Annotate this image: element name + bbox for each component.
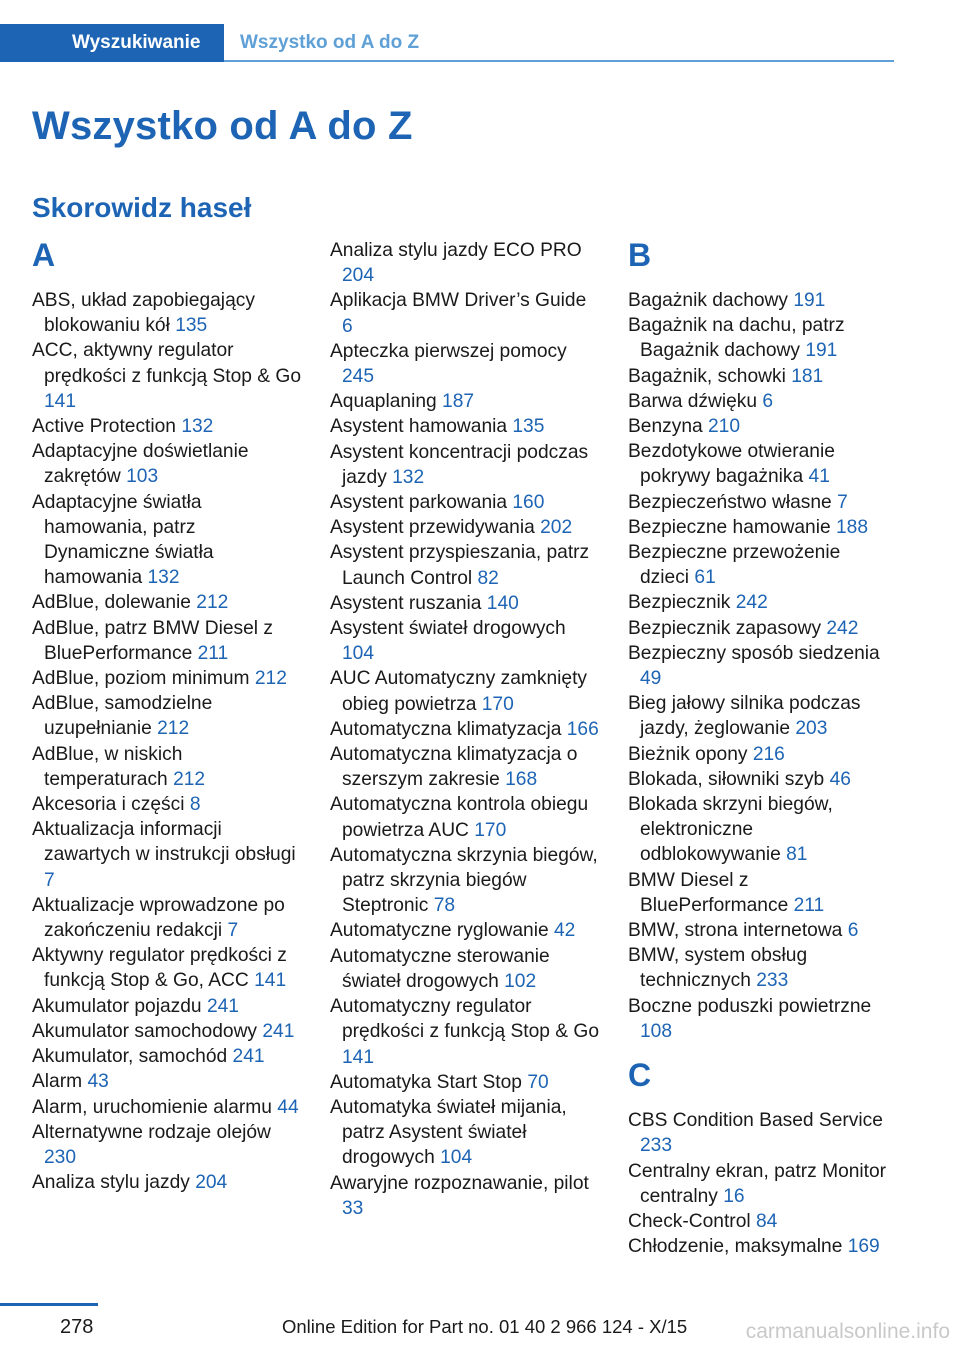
index-entry bbox=[330, 944, 602, 994]
index-page-link[interactable]: 132 bbox=[392, 466, 425, 488]
index-entry bbox=[330, 843, 602, 919]
index-entry bbox=[628, 943, 894, 993]
index-page-link[interactable]: 168 bbox=[505, 769, 538, 791]
index-entry bbox=[330, 339, 602, 389]
index-entry bbox=[32, 666, 304, 691]
index-entry-text: Bagażnik na dachu, patrz Bagażnik dachowy bbox=[628, 315, 845, 362]
page-title: Wszystko od A do Z bbox=[32, 104, 413, 148]
index-page-link[interactable]: 241 bbox=[262, 1020, 295, 1042]
index-page-link[interactable]: 141 bbox=[342, 1046, 375, 1068]
index-page-link[interactable]: 102 bbox=[504, 970, 537, 992]
index-page-link[interactable]: 103 bbox=[126, 466, 159, 488]
index-page-link[interactable]: 211 bbox=[197, 642, 229, 664]
index-page-link[interactable]: 210 bbox=[708, 416, 741, 438]
index-page-link[interactable]: 191 bbox=[805, 340, 838, 362]
index-entry-text: Alarm bbox=[32, 1071, 83, 1093]
index-page-link[interactable]: 104 bbox=[342, 643, 375, 665]
footer-accent-line bbox=[0, 1303, 98, 1306]
index-page-link[interactable]: 82 bbox=[477, 567, 499, 589]
index-entry-text: Bezpiecznik bbox=[628, 592, 731, 614]
index-entry bbox=[32, 817, 304, 893]
index-column-1 bbox=[32, 238, 304, 1195]
index-entry bbox=[330, 1070, 602, 1095]
index-page-link[interactable]: 160 bbox=[512, 492, 545, 514]
index-entry bbox=[32, 439, 304, 489]
index-entry-text: CBS Condition Based Service bbox=[628, 1110, 883, 1132]
index-page-link[interactable]: 7 bbox=[44, 869, 55, 891]
index-page-link[interactable]: 8 bbox=[189, 794, 201, 816]
index-page-link[interactable]: 33 bbox=[342, 1197, 364, 1219]
index-entry bbox=[32, 1095, 304, 1120]
index-entry-text: Asystent świateł drogowych bbox=[330, 618, 566, 640]
index-entry-text: Alarm, uruchomienie alarmu bbox=[32, 1096, 272, 1118]
index-entry-text: Akumulator samochodowy bbox=[32, 1020, 258, 1042]
index-entry-text: Akumulator, samochód bbox=[32, 1046, 228, 1068]
index-entry bbox=[628, 767, 894, 792]
index-entry-text: Bezdotykowe otwieranie pokrywy bagażnika bbox=[628, 441, 835, 488]
index-entry-text: Automatyczna klimatyzacja bbox=[330, 718, 562, 740]
header-bar bbox=[0, 24, 960, 62]
index-entry-text: AdBlue, samodzielne uzupełnianie bbox=[32, 693, 213, 740]
index-page-link[interactable]: 204 bbox=[195, 1172, 228, 1194]
index-entry bbox=[628, 1209, 894, 1234]
index-entry-text: Aplikacja BMW Driver’s Guide bbox=[330, 290, 587, 312]
index-entry-text: Bezpieczne przewożenie dzieci bbox=[628, 542, 841, 589]
index-entry-text: Aktywny regulator prędkości z funkcją Stop & Go, ACC bbox=[32, 945, 287, 992]
index-page-link[interactable]: 6 bbox=[762, 390, 774, 412]
index-page-link[interactable]: 170 bbox=[481, 693, 514, 715]
index-entry bbox=[628, 1234, 894, 1259]
index-entry bbox=[628, 313, 894, 363]
index-page-link[interactable]: 81 bbox=[786, 844, 808, 866]
index-column-3 bbox=[628, 238, 894, 1259]
index-page-link[interactable]: 241 bbox=[232, 1046, 265, 1068]
index-page-link[interactable]: 188 bbox=[836, 516, 869, 538]
index-entry-text: AdBlue, w niskich temperaturach bbox=[32, 743, 183, 790]
index-entry bbox=[628, 994, 894, 1044]
index-page-link[interactable]: 230 bbox=[44, 1146, 77, 1168]
index-page-link[interactable]: 170 bbox=[474, 819, 507, 841]
index-entry bbox=[330, 666, 602, 716]
index-entry-text: Bezpieczeństwo własne bbox=[628, 491, 832, 513]
index-entry-text: Automatyka Start Stop bbox=[330, 1071, 522, 1093]
index-page-link[interactable]: 233 bbox=[756, 970, 789, 992]
index-entry bbox=[628, 918, 894, 943]
index-entry-text: Aktualizacje wprowadzone po zakończeniu redakcji bbox=[32, 894, 285, 942]
index-entry bbox=[330, 1171, 602, 1221]
index-page-link[interactable]: 44 bbox=[277, 1096, 299, 1118]
index-entry-text: Bezpieczny sposób siedzenia bbox=[628, 642, 880, 664]
edition-note: Online Edition for Part no. 01 40 2 966 124 - X/15 bbox=[282, 1316, 688, 1337]
index-entry-text: Apteczka pierwszej pomocy bbox=[330, 340, 567, 362]
index-entry bbox=[32, 490, 304, 591]
index-entry-text: Active Protection bbox=[32, 416, 176, 438]
index-page-link[interactable]: 211 bbox=[793, 894, 825, 916]
index-entry bbox=[330, 792, 602, 842]
index-entry bbox=[330, 1095, 602, 1171]
index-page-link[interactable]: 141 bbox=[254, 970, 287, 992]
index-page-link[interactable]: 70 bbox=[527, 1071, 549, 1093]
index-entry bbox=[330, 591, 602, 616]
index-page-link[interactable]: 78 bbox=[433, 895, 456, 917]
index-page-link[interactable]: 166 bbox=[566, 718, 599, 740]
index-entry-text: Asystent przyspieszania, patrz Launch Control bbox=[330, 542, 590, 589]
index-entry-text: Automatyczna klimatyzacja o szerszym zakresie bbox=[330, 744, 578, 791]
index-entry-text: Blokada skrzyni biegów, elektroniczne odblokowywanie bbox=[628, 794, 833, 866]
index-page-link[interactable]: 241 bbox=[206, 995, 239, 1017]
index-entry-text: Akcesoria i części bbox=[32, 794, 185, 816]
index-entry-text: BMW, strona internetowa bbox=[628, 920, 843, 942]
index-letter-heading: C bbox=[628, 1057, 652, 1094]
index-page-link[interactable]: 212 bbox=[173, 768, 206, 790]
watermark: carmanualsonline.info bbox=[745, 1320, 950, 1343]
index-entry bbox=[628, 742, 894, 767]
index-entry bbox=[330, 440, 602, 490]
index-entry-text: Asystent przewidywania bbox=[330, 517, 535, 539]
index-entry-text: Bagażnik dachowy bbox=[628, 290, 788, 311]
index-entry bbox=[32, 414, 304, 439]
index-entry bbox=[32, 1120, 304, 1170]
index-entry bbox=[32, 1069, 304, 1094]
index-letter-heading: B bbox=[628, 237, 652, 273]
index-entry bbox=[330, 515, 602, 540]
index-entry bbox=[330, 414, 602, 439]
index-entry-text: Alternatywne rodzaje olejów bbox=[32, 1121, 271, 1143]
index-entry-text: BMW Diesel z BluePerformance bbox=[628, 869, 789, 916]
index-page-link[interactable]: 181 bbox=[791, 365, 824, 387]
index-entry bbox=[330, 918, 602, 943]
index-page-link[interactable]: 212 bbox=[157, 718, 190, 740]
index-entry bbox=[32, 742, 304, 792]
index-entry-text: Check-Control bbox=[628, 1210, 751, 1232]
index-entry-text: Akumulator pojazdu bbox=[32, 995, 202, 1017]
index-page-link[interactable]: 191 bbox=[793, 290, 826, 311]
index-entry-text: Asystent ruszania bbox=[330, 592, 482, 614]
index-page-link[interactable]: 140 bbox=[486, 592, 519, 614]
index-page-link[interactable]: 41 bbox=[808, 466, 830, 488]
index-page-link[interactable]: 212 bbox=[254, 668, 287, 690]
index-page-link[interactable]: 202 bbox=[540, 517, 573, 539]
index-entry bbox=[628, 540, 894, 590]
index-entry-text: Analiza stylu jazdy ECO PRO bbox=[330, 240, 582, 261]
index-entry-text: AdBlue, patrz BMW Diesel z BluePerformance bbox=[32, 617, 273, 664]
index-entry-text: AdBlue, poziom minimum bbox=[32, 668, 250, 690]
index-entry bbox=[32, 943, 304, 993]
index-entry bbox=[628, 364, 894, 389]
index-page-link[interactable]: 108 bbox=[640, 1020, 673, 1042]
index-page-link[interactable]: 212 bbox=[196, 592, 229, 614]
index-entry-text: Aktualizacja informacji zawartych w instrukcji obsługi bbox=[32, 819, 296, 866]
index-entry bbox=[32, 691, 304, 741]
index-page-link[interactable]: 132 bbox=[147, 567, 180, 589]
index-page-link[interactable]: 16 bbox=[723, 1185, 745, 1207]
index-entry bbox=[628, 616, 894, 641]
index-entry bbox=[32, 1019, 304, 1044]
index-entry-text: Boczne poduszki powietrzne bbox=[628, 995, 872, 1017]
section-subtitle: Skorowidz haseł bbox=[32, 192, 252, 223]
index-entry-text: Aquaplaning bbox=[330, 391, 437, 413]
index-entry bbox=[628, 288, 894, 313]
index-entry bbox=[330, 389, 602, 414]
index-page-link[interactable]: 135 bbox=[175, 315, 208, 337]
index-entry bbox=[628, 691, 894, 741]
index-entry bbox=[330, 717, 602, 742]
index-entry-text: Barwa dźwięku bbox=[628, 390, 758, 412]
index-entry-text: Blokada, siłowniki szyb bbox=[628, 768, 825, 790]
index-page-link[interactable]: 203 bbox=[795, 718, 828, 740]
index-page-link[interactable]: 84 bbox=[755, 1210, 778, 1232]
index-entry bbox=[628, 490, 894, 515]
index-page-link[interactable]: 104 bbox=[440, 1147, 473, 1169]
index-page-link[interactable]: 46 bbox=[829, 768, 851, 790]
index-entry bbox=[628, 792, 894, 868]
index-entry-text: Automatyczne ryglowanie bbox=[330, 920, 549, 942]
index-entry bbox=[628, 868, 894, 918]
page-number: 278 bbox=[60, 1316, 94, 1338]
index-entry bbox=[628, 1159, 894, 1209]
index-entry bbox=[330, 238, 602, 288]
index-page-link[interactable]: 141 bbox=[44, 390, 77, 412]
index-entry bbox=[628, 439, 894, 489]
index-page-link[interactable]: 135 bbox=[512, 416, 545, 438]
index-entry-text: Bezpiecznik zapasowy bbox=[628, 617, 822, 639]
index-entry-text: Analiza stylu jazdy bbox=[32, 1172, 190, 1194]
index-entry-text: Asystent hamowania bbox=[330, 416, 508, 438]
index-entry-text: Automatyczna kontrola obiegu powietrza AUC bbox=[330, 794, 589, 841]
index-entry-text: Automatyczna skrzynia biegów, patrz skrzynia biegów Steptronic bbox=[330, 844, 598, 917]
index-page-link[interactable]: 7 bbox=[227, 920, 239, 942]
index-entry bbox=[628, 590, 894, 615]
index-entry-text: Asystent parkowania bbox=[330, 492, 508, 514]
index-entry-text: AdBlue, dolewanie bbox=[32, 592, 191, 614]
index-entry-text: ACC, aktywny regulator prędkości z funkcją Stop & Go bbox=[32, 340, 302, 387]
index-entry-text: Adaptacyjne światła hamowania, patrz Dynamiczne światła hamowania bbox=[32, 491, 214, 589]
index-page-link[interactable]: 132 bbox=[181, 416, 214, 438]
index-entry bbox=[32, 994, 304, 1019]
index-entry-text: AUC Automatyczny zamknięty obieg powietrza bbox=[330, 668, 587, 715]
index-entry bbox=[330, 994, 602, 1070]
index-entry bbox=[628, 1108, 894, 1158]
index-entry-text: Automatyczny regulator prędkości z funkcją Stop & Go bbox=[330, 996, 600, 1043]
index-entry-text: Adaptacyjne doświetlanie zakrętów bbox=[32, 441, 249, 488]
index-page-link[interactable]: 49 bbox=[640, 668, 662, 690]
index-entry-text: Bezpieczne hamowanie bbox=[628, 516, 831, 538]
index-entry bbox=[32, 288, 304, 338]
index-entry-text: Benzyna bbox=[628, 416, 703, 438]
index-entry bbox=[330, 742, 602, 792]
index-entry bbox=[330, 616, 602, 666]
index-entry-text: Centralny ekran, patrz Monitor centralny bbox=[628, 1160, 887, 1207]
index-entry bbox=[628, 515, 894, 540]
index-page-link[interactable]: 6 bbox=[847, 920, 859, 942]
index-page-link[interactable]: 233 bbox=[640, 1135, 673, 1157]
index-page-link[interactable]: 245 bbox=[342, 366, 375, 388]
index-entry-text: Asystent koncentracji podczas jazdy bbox=[330, 441, 589, 488]
index-entry bbox=[32, 616, 304, 666]
index-page-link[interactable]: 43 bbox=[87, 1071, 109, 1093]
index-entry bbox=[628, 641, 894, 691]
index-page-link[interactable]: 187 bbox=[442, 391, 475, 413]
index-entry bbox=[32, 792, 304, 817]
index-entry bbox=[330, 288, 602, 338]
index-entry-text: Awaryjne rozpoznawanie, pilot bbox=[330, 1172, 589, 1194]
index-entry-text: Automatyka świateł mijania, patrz Asystent świateł drogowych bbox=[330, 1096, 567, 1169]
index-column-2 bbox=[330, 238, 602, 1221]
index-entry-text: Automatyczne sterowanie świateł drogowych bbox=[330, 945, 550, 992]
index-page-link[interactable]: 7 bbox=[837, 491, 848, 513]
index-page-link[interactable]: 6 bbox=[342, 315, 353, 337]
index-page-link[interactable]: 42 bbox=[553, 920, 576, 942]
index-letter-heading: A bbox=[32, 237, 56, 273]
index-entry-text: Bieg jałowy silnika podczas jazdy, żeglowanie bbox=[628, 693, 861, 740]
index-page-link[interactable]: 216 bbox=[752, 743, 785, 765]
index-page-link[interactable]: 242 bbox=[826, 617, 859, 639]
index-page-link[interactable]: 169 bbox=[847, 1236, 880, 1258]
index-entry bbox=[32, 893, 304, 943]
index-entry bbox=[32, 1170, 304, 1195]
index-page-link[interactable]: 61 bbox=[694, 567, 716, 589]
index-entry-text: Chłodzenie, maksymalne bbox=[628, 1236, 843, 1258]
index-entry bbox=[32, 338, 304, 414]
index-page-link[interactable]: 242 bbox=[735, 592, 768, 614]
index-entry bbox=[32, 1044, 304, 1069]
index-entry-text: ABS, układ zapobiegający blokowaniu kół bbox=[32, 290, 255, 337]
index-entry bbox=[32, 590, 304, 615]
index-entry bbox=[628, 389, 894, 414]
index-page-link[interactable]: 204 bbox=[342, 265, 375, 287]
tab-a-to-z[interactable]: Wszystko od A do Z bbox=[224, 24, 894, 62]
tab-search[interactable]: Wyszukiwanie bbox=[0, 24, 224, 62]
index-entry bbox=[330, 490, 602, 515]
index-entry bbox=[330, 540, 602, 590]
index-entry-text: BMW, system obsług technicznych bbox=[628, 945, 808, 992]
index-entry-text: Bagażnik, schowki bbox=[628, 365, 786, 387]
index-entry-text: Bieżnik opony bbox=[628, 743, 748, 765]
index-entry bbox=[628, 414, 894, 439]
